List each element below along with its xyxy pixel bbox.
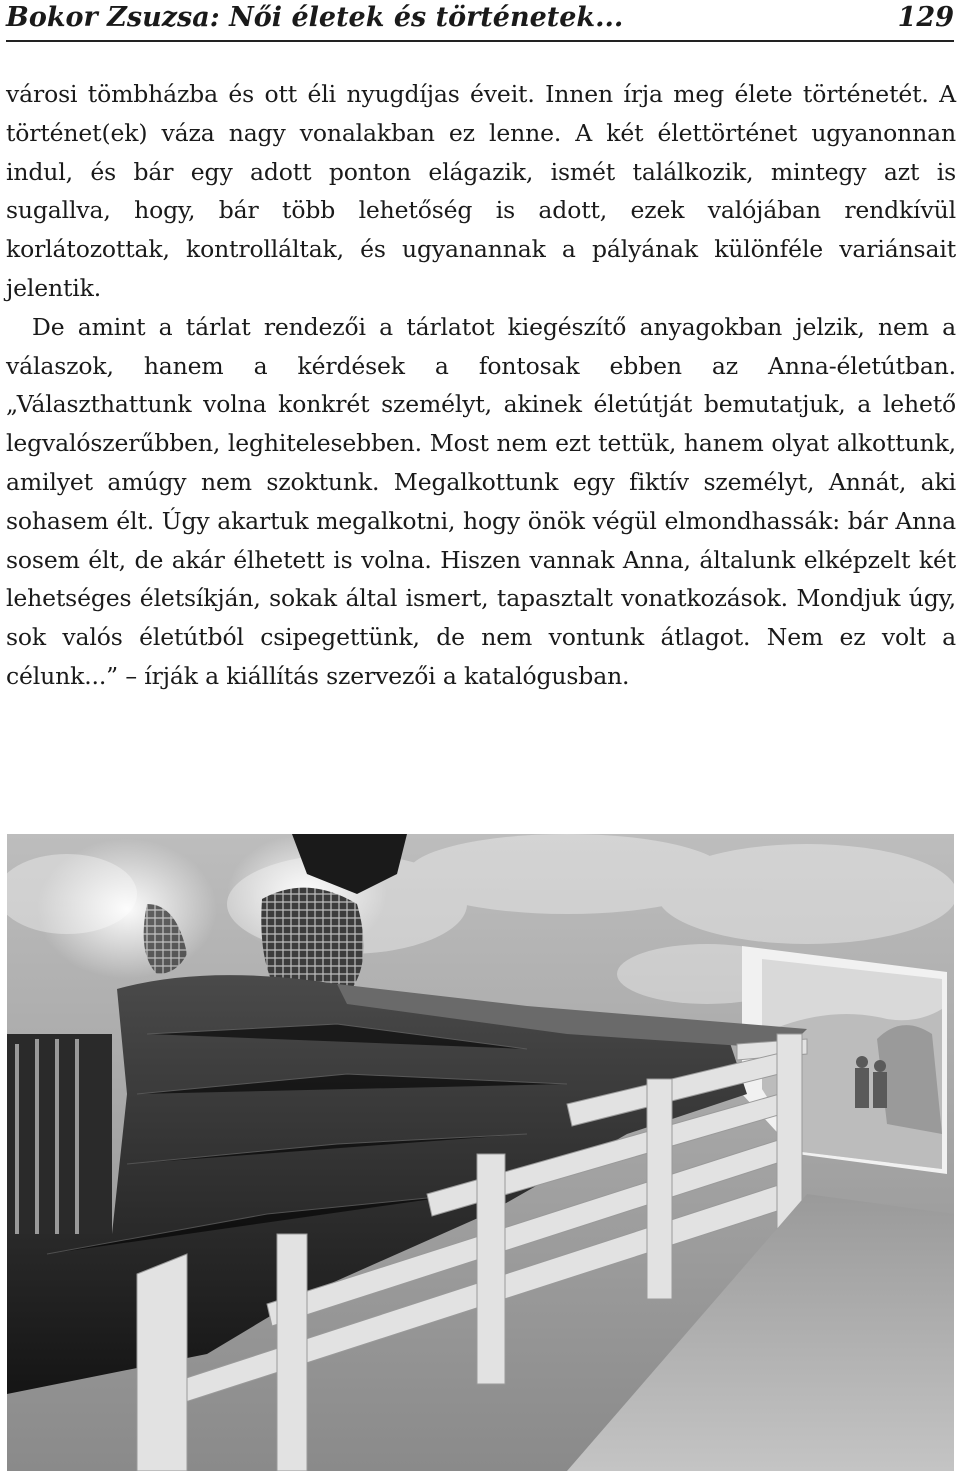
running-title: Bokor Zsuzsa: Női életek és történetek... — [6, 2, 624, 33]
page-number: 129 — [897, 2, 954, 33]
paragraph: De amint a tárlat rendezői a tárlatot kiegészítő anyagokban jelzik, nem a válaszok, hanem a kérdések a fontosak ebben az Anna-életútban. „Választhattunk volna konkrét személyt, akinek életútját bemutatjuk, a lehető legvalószerűbben, leghitelesebben. Most nem ezt tettük, hanem olyat alkottunk, amilyet amúgy nem szoktunk. Megalkottunk egy fiktív személyt, Annát, aki sohasem élt. Úgy akartuk megalkotni, hogy önök végül elmondhassák: bár Anna sosem élt, de akár élhetett is volna. Hiszen vannak Anna, általunk elképzelt két lehetséges életsíkján, sokak által ismert, tapasztalt vonatkozások. Mondjuk úgy, sok valós életútból csipegettünk, de nem vontunk átlagot. Nem ez volt a célunk...” – írják a kiállítás szervezői a katalógusban. — [6, 312, 956, 690]
paragraph: városi tömbházba és ott éli nyugdíjas éveit. Innen írja meg élete történetét. A történet(ek) váza nagy vonalakban ez lenne. A két élettörténet ugyanonnan indul, és bár egy adott ponton elágazik, ismét találkozik, mintegy azt is sugallva, hogy, bár több lehetőség is adott, ezek valójában rendkívül korlátozottak, kontrolláltak, és ugyanannak a pályának különféle variánsait jelentik. — [6, 80, 956, 302]
exhibition-photo — [7, 834, 954, 1471]
running-header — [6, 0, 954, 42]
body-text — [6, 75, 956, 696]
